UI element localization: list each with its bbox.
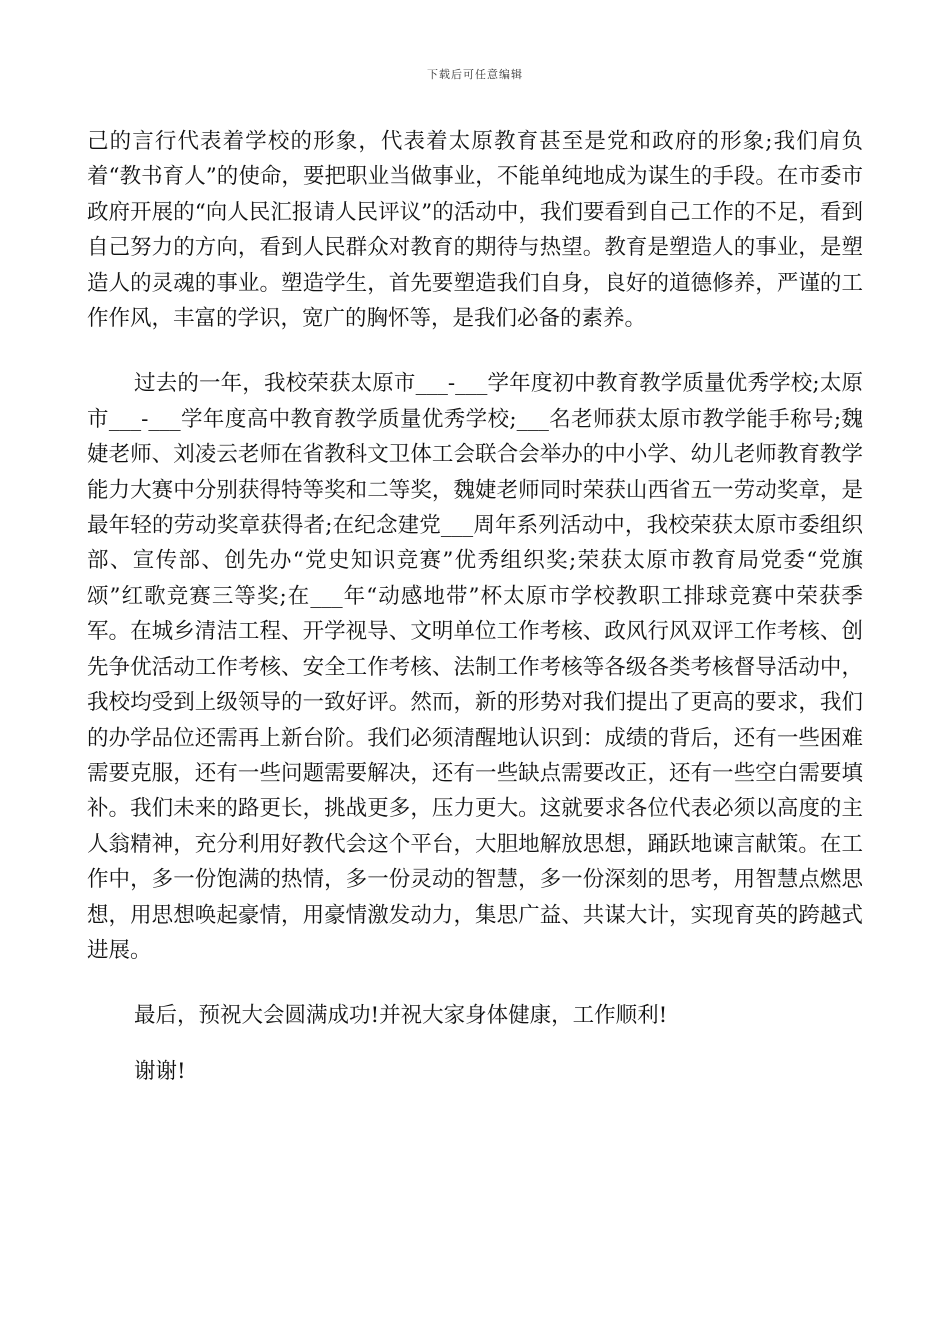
paragraph-achievements: 过去的一年，我校荣获太原市___-___学年度初中教育教学质量优秀学校;太原市___-___学年度高中教育教学质量优秀学校;___名老师获太原市教学能手称号;魏婕老师、刘凌云老师在省教科文卫体工会联合会举办的中小学、幼儿老师教育教学能力大赛中分别获得特等奖和二等奖，魏婕老师同时荣获山西省五一劳动奖章，是最年轻的劳动奖章获得者;在纪念建党___周年系列活动中，我校荣获太原市委组织部、宣传部、创先办“党史知识竞赛”优秀组织奖;荣获太原市教育局党委“党旗颂”红歌竞赛三等奖;在___年“动感地带”杯太原市学校教职工排球竞赛中荣获季军。在城乡清洁工程、开学视导、文明单位工作考核、政风行风双评工作考核、创先争优活动工作考核、安全工作考核、法制工作考核等各级各类考核督导活动中，我校均受到上级领导的一致好评。然而，新的形势对我们提出了更高的要求，我们的办学品位还需再上新台阶。我们必须清醒地认识到：成绩的背后，还有一些困难需要克服，还有一些问题需要解决，还有一些缺点需要改正，还有一些空白需要填补。我们未来的路更长，挑战更多，压力更大。这就要求各位代表必须以高度的主人翁精神，充分利用好教代会这个平台，大胆地解放思想，踊跃地谏言献策。在工作中，多一份饱满的热情，多一份灵动的智慧，多一份深刻的思考，用智慧点燃思想，用思想唤起豪情，用豪情激发动力，集思广益、共谋大计，实现育英的跨越式进展。 bbox=[87, 371, 863, 963]
document-body bbox=[87, 124, 863, 1089]
paragraph-continuation: 己的言行代表着学校的形象，代表着太原教育甚至是党和政府的形象;我们肩负着“教书育人”的使命，要把职业当做事业，不能单纯地成为谋生的手段。在市委市政府开展的“向人民汇报请人民评议”的活动中，我们要看到自己工作的不足，看到自己努力的方向，看到人民群众对教育的期待与热望。教育是塑造人的事业，是塑造人的灵魂的事业。塑造学生，首先要塑造我们自身，良好的道德修养，严谨的工作作风，丰富的学识，宽广的胸怀等，是我们必备的素养。 bbox=[87, 129, 863, 332]
paragraph-thanks: 谢谢! bbox=[134, 1058, 186, 1084]
paragraph-closing-wishes: 最后，预祝大会圆满成功!并祝大家身体健康，工作顺利! bbox=[134, 1003, 668, 1029]
page-header-note: 下载后可任意编辑 bbox=[427, 68, 523, 81]
